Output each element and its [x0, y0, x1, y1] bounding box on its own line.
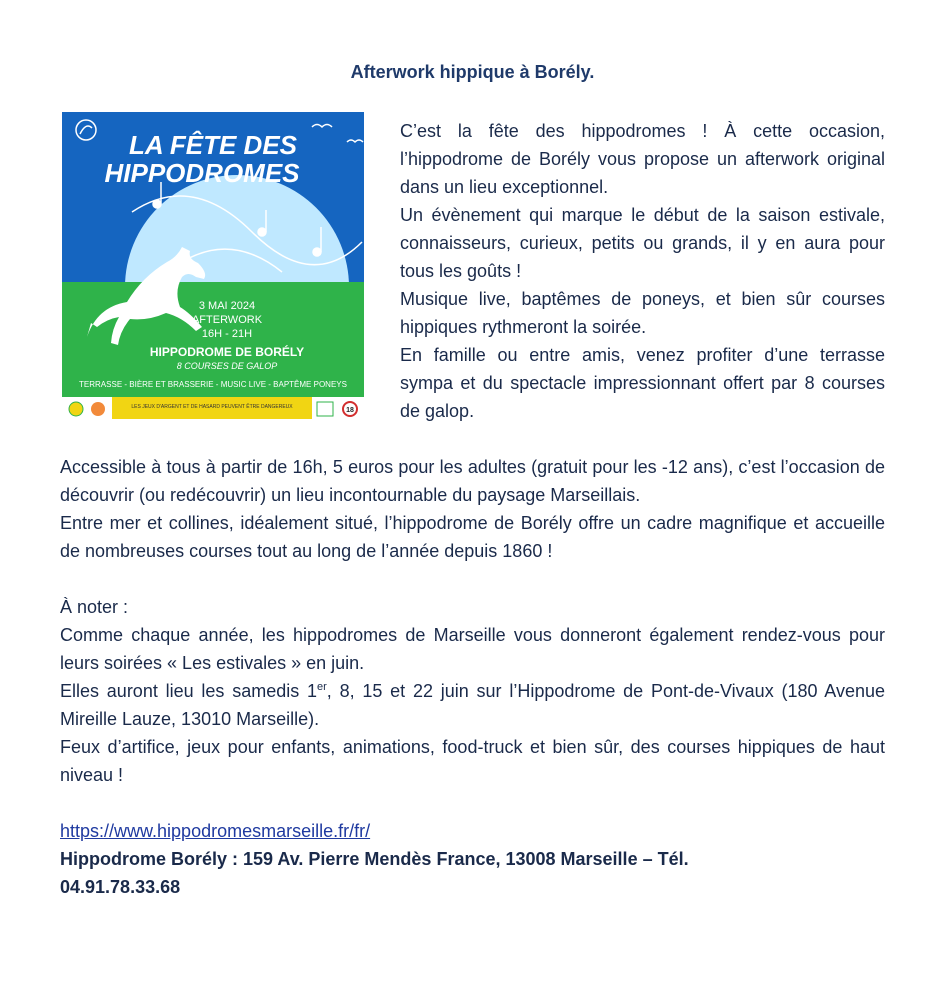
article-body — [60, 453, 885, 901]
body-paragraph: Accessible à tous à partir de 16h, 5 euros pour les adultes (gratuit pour les -12 ans), c’est l’occasion de découvrir (ou redécouvrir) un lieu incontournable du paysage Marseillais. — [60, 457, 885, 505]
poster-features: TERRASSE - BIÈRE ET BRASSERIE - MUSIC LIVE - BAPTÊME PONEYS — [79, 380, 347, 389]
intro-paragraph: Un évènement qui marque le début de la saison estivale, connaisseurs, curieux, petits ou grands, il y en aura pour tous les goûts ! — [400, 205, 885, 281]
body-paragraph: Elles auront lieu les samedis 1er, 8, 15 et 22 juin sur l’Hippodrome de Pont-de-Vivaux (180 Avenue Mireille Lauze, 13010 Marseille). — [60, 681, 886, 729]
partner-logo-icon — [317, 402, 333, 416]
body-paragraph: Comme chaque année, les hippodromes de Marseille vous donneront également rendez-vous pour leurs soirées « Les estivales » en juin. — [60, 625, 885, 673]
intro-paragraph: C’est la fête des hippodromes ! À cette occasion, l’hippodrome de Borély vous propose un afterwork original dans un lieu exceptionnel. — [400, 121, 885, 197]
intro-text — [400, 117, 885, 425]
poster-races: 8 COURSES DE GALOP — [176, 361, 278, 371]
intro-paragraph: En famille ou entre amis, venez profiter d’une terrasse sympa et du spectacle impressionnant offert par 8 courses de galop. — [400, 345, 885, 421]
body-paragraph: Feux d’artifice, jeux pour enfants, animations, food-truck et bien sûr, des courses hippiques de haut niveau ! — [60, 737, 885, 785]
body-paragraph: Entre mer et collines, idéalement situé, l’hippodrome de Borély offre un cadre magnifique et accueille de nombreuses courses tout au long de l’année depuis 1860 ! — [60, 513, 885, 561]
poster-date: 3 MAI 2024 — [198, 300, 256, 312]
poster-warning: LES JEUX D'ARGENT ET DE HASARD PEUVENT ÊTRE DANGEREUX — [131, 404, 293, 410]
note-heading: À noter : — [60, 597, 129, 617]
poster-hours: 16H - 21H — [201, 328, 253, 340]
contact-phone: 04.91.78.33.68 — [60, 877, 181, 897]
contact-address: Hippodrome Borély : 159 Av. Pierre Mendès France, 13008 Marseille – Tél. — [60, 849, 689, 869]
poster-event: AFTERWORK — [191, 314, 263, 326]
partner-logo-icon — [69, 402, 83, 416]
website-link[interactable]: https://www.hippodromesmarseille.fr/fr/ — [60, 821, 371, 841]
svg-text:18: 18 — [346, 407, 354, 414]
event-poster — [62, 112, 364, 422]
poster-headline-2: HIPPODROMES — [104, 158, 300, 188]
partner-logo-icon — [91, 402, 105, 416]
intro-paragraph: Musique live, baptêmes de poneys, et bien sûr courses hippiques rythmeront la soirée. — [400, 289, 885, 337]
poster-venue: HIPPODROME DE BORÉLY — [149, 345, 305, 359]
page-title: Afterwork hippique à Borély. — [350, 62, 595, 82]
poster-headline-1: LA FÊTE DES — [128, 130, 298, 160]
